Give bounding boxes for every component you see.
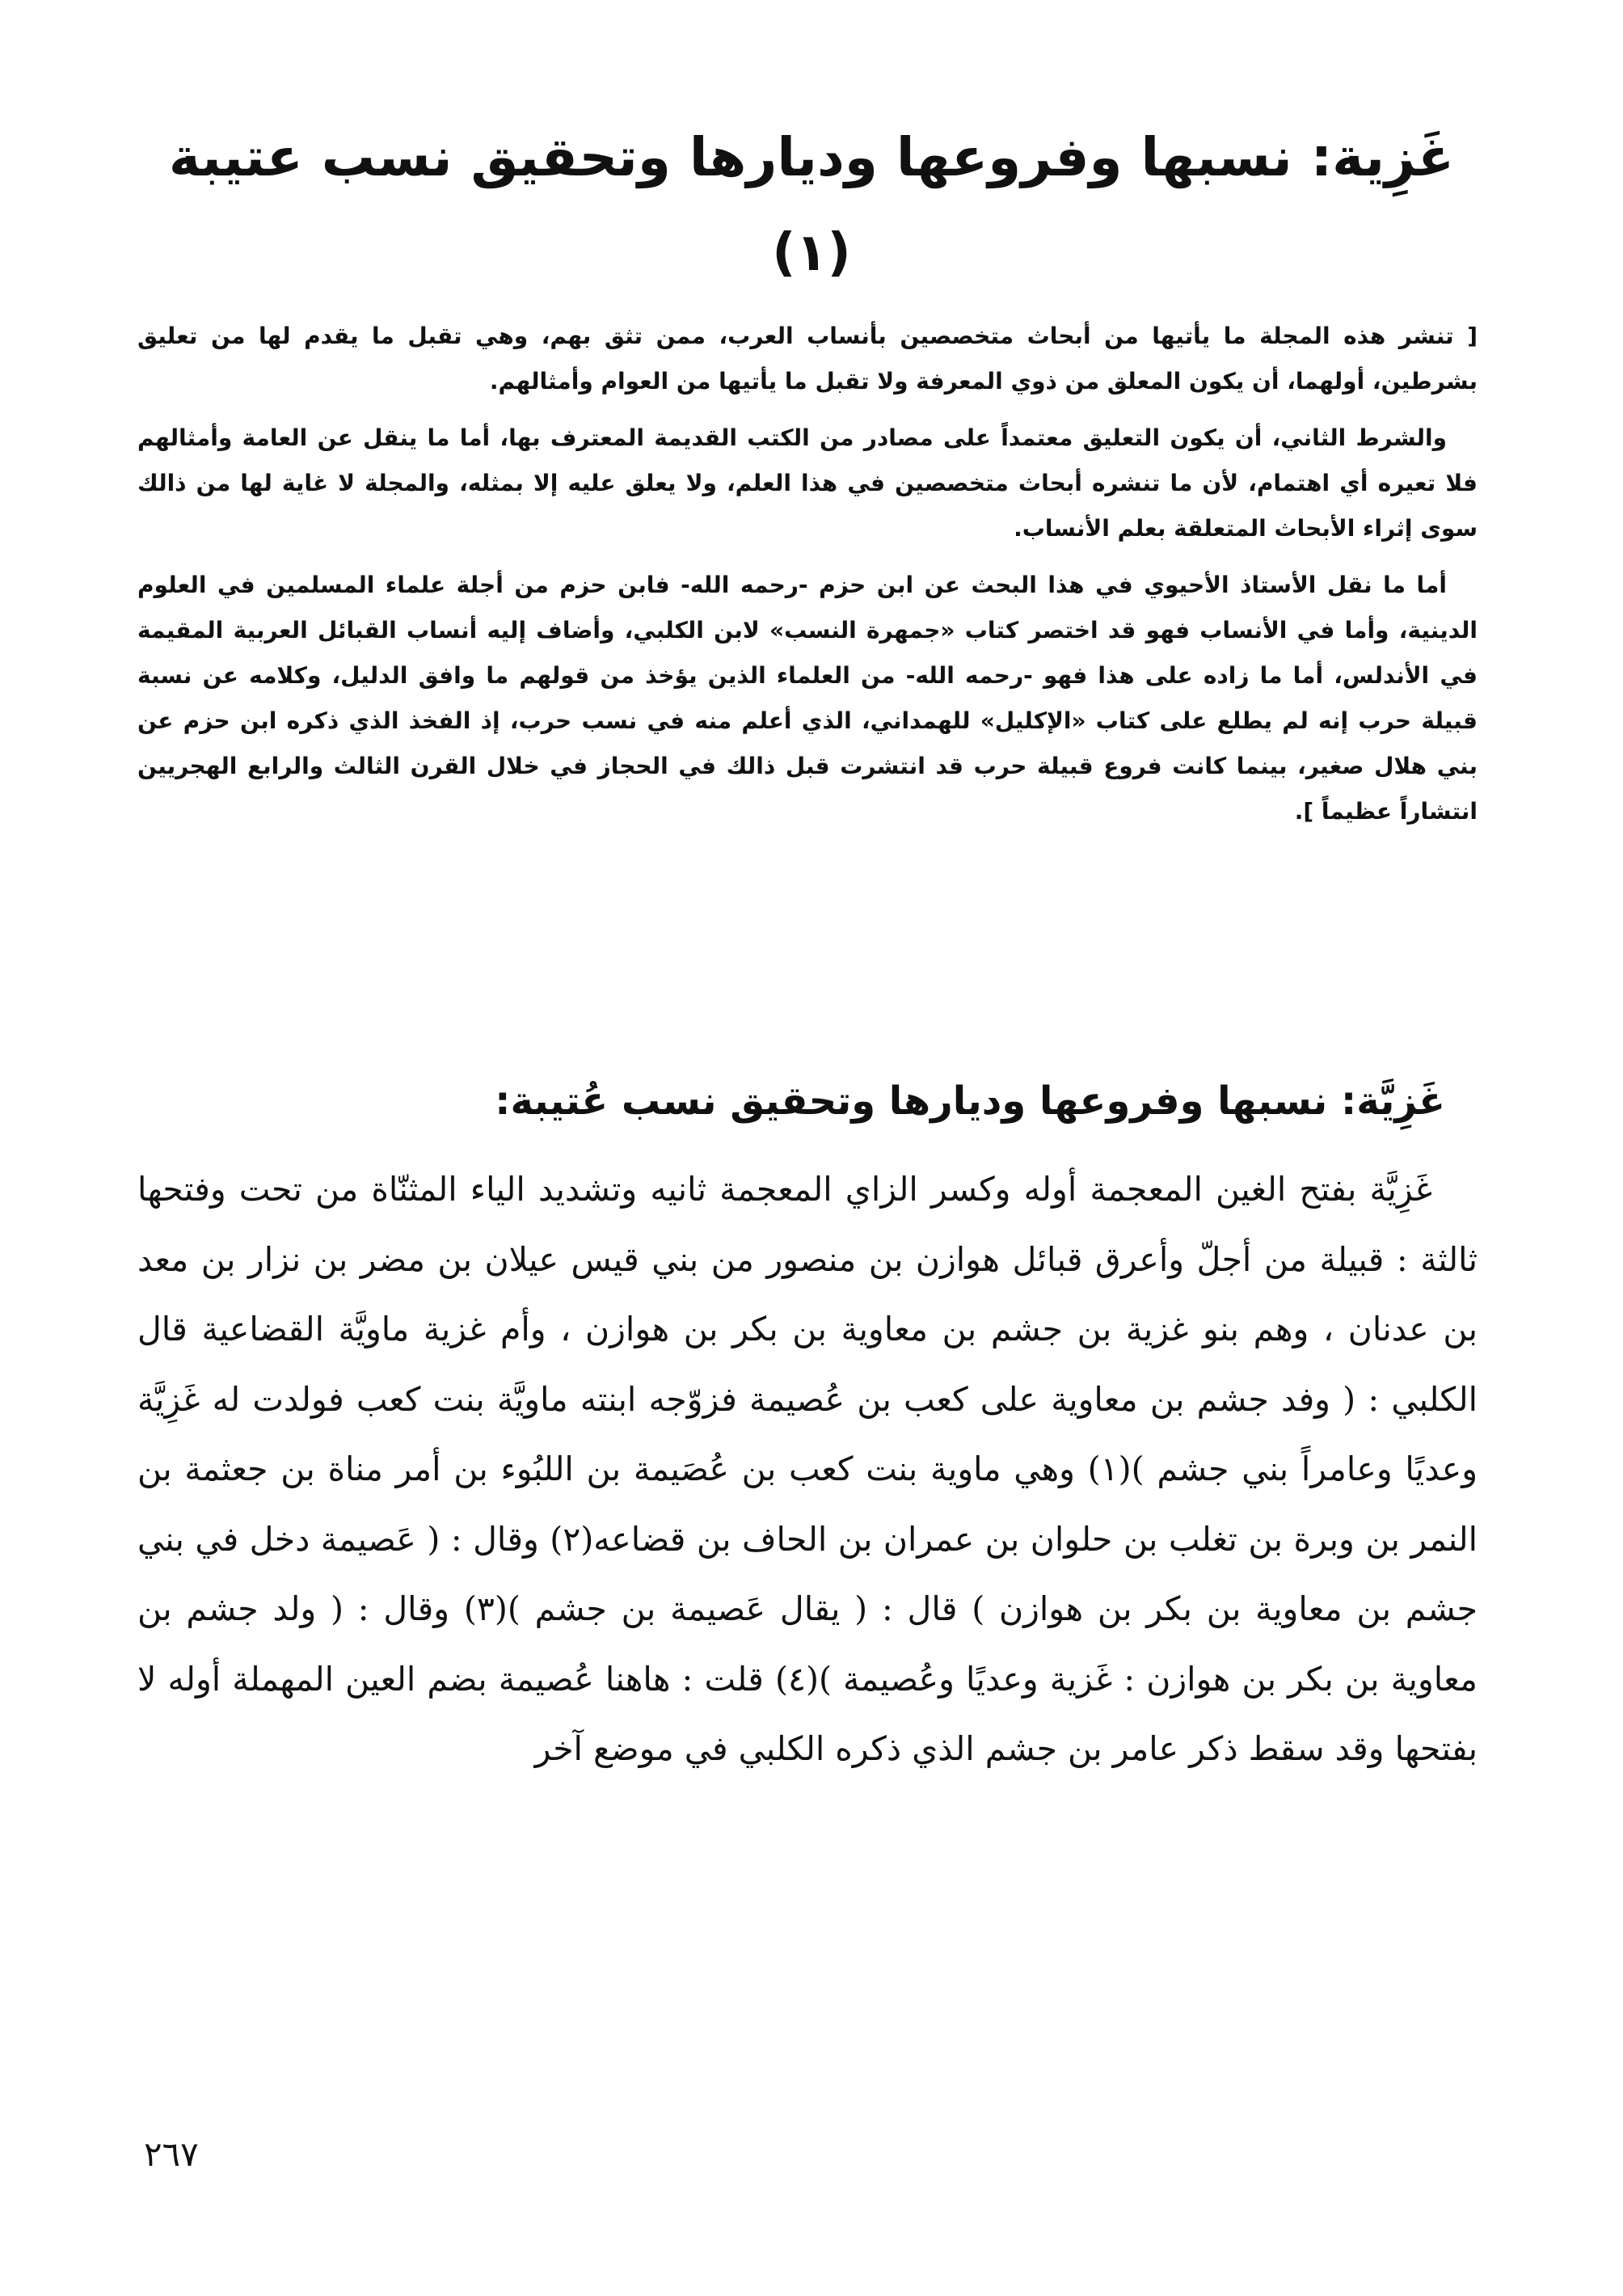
body-paragraph: غَزِيَّة بفتح الغين المعجمة أوله وكسر الزاي المعجمة ثانيه وتشديد الياء المثنّاة من تحت وفتحها ثالثة : قبيلة من أجلّ وأعرق قبائل هوازن بن منصور من بني قيس عيلان بن مضر بن نزار بن معد بن عدنان ، وهم بنو غزية بن جشم بن معاوية بن بكر بن هوازن ، وأم غزية ماويَّة القضاعية قال الكلبي : ( وفد جشم بن معاوية على كعب بن عُصيمة فزوّجه ابنته ماويَّة بنت كعب فولدت له غَزِيَّة وعديًا وعامراً بني جشم )(١) وهي ماوية بنت كعب بن عُصَيمة بن اللبُوء بن أمر مناة بن جعثمة بن النمر بن وبرة بن تغلب بن حلوان بن عمران بن الحاف بن قضاعه(٢) وقال : ( عَصيمة دخل في بني جشم بن معاوية بن بكر بن هوازن ) قال : ( يقال عَصيمة بن جشم )(٣) وقال : ( ولد جشم بن معاوية بن بكر بن هوازن : غَزية وعديًا وعُصيمة )(٤) قلت : هاهنا عُصيمة بضم العين المهملة أوله لا بفتحها وقد سقط ذكر عامر بن جشم الذي ذكره الكلبي في موضع آخر	[137, 1170, 1478, 1768]
section-heading: غَزِيَّة: نسبها وفروعها وديارها وتحقيق نسب عُتيبة:	[495, 1078, 1445, 1124]
body-text	[137, 1154, 1478, 1784]
editor-note-paragraph: [ تنشر هذه المجلة ما يأتيها من أبحاث متخصصين بأنساب العرب، ممن تثق بهم، وهي تقبل ما يقدم لها من تعليق بشرطين، أولهما، أن يكون المعلق من ذوي المعرفة ولا تقبل ما يأتيها من العوام وأمثالهم.	[137, 323, 1478, 395]
editor-note-paragraph: والشرط الثاني، أن يكون التعليق معتمداً على مصادر من الكتب القديمة المعترف بها، أما ما ينقل عن العامة وأمثالهم فلا تعيره أي اهتمام، لأن ما تنشره أبحاث متخصصين في هذا العلم، ولا يعلق عليه إلا بمثله، والمجلة لا غاية لها من ذالك سوى إثراء الأبحاث المتعلقة بعلم الأنساب.	[137, 424, 1478, 542]
editor-note	[137, 314, 1478, 846]
editor-note-paragraph: أما ما نقل الأستاذ الأحيوي في هذا البحث عن ابن حزم -رحمه الله- فابن حزم من أجلة علماء المسلمين في العلوم الدينية، وأما في الأنساب فهو قد اختصر كتاب «جمهرة النسب» لابن الكلبي، وأضاف إليه أنساب القبائل العربية المقيمة في الأندلس، أما ما زاده على هذا فهو -رحمه الله- من العلماء الذين يؤخذ من قولهم ما وافق الدليل، وكلامه عن نسبة قبيلة حرب إنه لم يطلع على كتاب «الإكليل» للهمداني، الذي أعلم منه في نسب حرب، إذ الفخذ الذي ذكره ابن حزم عن بني هلال صغير، بينما كانت فروع قبيلة حرب قد انتشرت قبل ذالك في الحجاز في خلال القرن الثالث والرابع الهجريين انتشاراً عظيماً ].	[137, 572, 1478, 825]
article-title: غَزِية: نسبها وفروعها وديارها وتحقيق نسب عتيبة	[168, 126, 1455, 188]
page-number: ٢٦٧	[144, 2134, 199, 2174]
part-number: (١)	[772, 223, 851, 283]
